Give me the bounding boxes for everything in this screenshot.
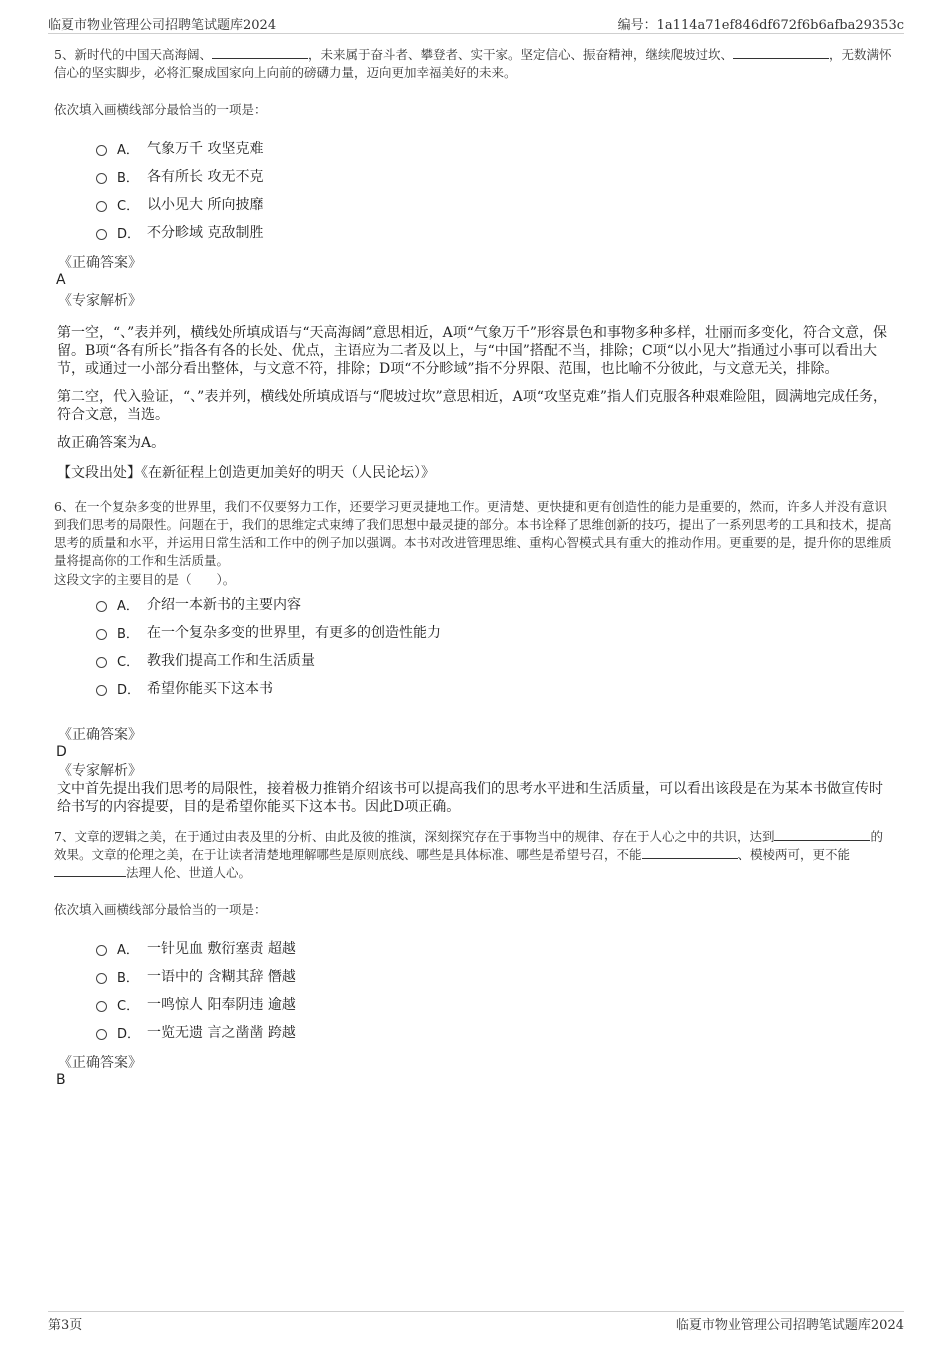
page-content [54,44,894,1088]
option-b[interactable]: B． 在一个复杂多变的世界里，有更多的创造性能力 [96,618,894,646]
question-5-stem: 5、新时代的中国天高海阔、 ，未来属于奋斗者、攀登者、实干家。坚定信心、振奋精神，继续爬坡过坎、 ，无数满怀信心的坚实脚步，必将汇聚成国家向上向前的磅礴力量，迈向更加幸福美好的未来。 [54,47,892,80]
option-d[interactable]: D． 希望你能买下这本书 [96,674,894,702]
analysis-paragraph: 第一空，“、”表并列，横线处所填成语与“天高海阔”意思相近，A项“气象万千”形容景色和事物多种多样，壮丽而多变化，符合文意，保留。B项“各有所长”指各有各的长处、优点，主语应为二者及以上，与“中国”搭配不当，排除；C项“以小见大”指通过小事可以看出大节，或通过一小部分看出整体，与文意不符，排除；D项“不分畛域”指不分界限、范围，也比喻不分彼此，与文意无关，排除。 [57,325,888,377]
question-5 [54,46,894,482]
option-b[interactable]: B． 一语中的 含糊其辞 僭越 [96,962,894,990]
option-a[interactable]: A． 介绍一本新书的主要内容 [96,590,894,618]
source-citation: 【文段出处】《在新征程上创造更加美好的明天（人民论坛）》 [57,465,435,481]
analysis-label: 《专家解析》 [58,763,142,779]
question-6-prompt: 这段文字的主要目的是（ ）。 [54,572,236,587]
answer-label: 《正确答案》 [58,727,142,743]
answer-label: 《正确答案》 [58,255,142,271]
question-7-options [54,934,894,1046]
question-7-stem: 7、文章的逻辑之美，在于通过由表及里的分析、由此及彼的推演，深刻探究存在于事物当中的规律、存在于人心之中的共识，达到 的效果。文章的伦理之美，在于让读者清楚地理解哪些是原则底线、哪些是具体标准、哪些是希望号召，不能 、模棱两可，更不能法理人伦、世道人心。 [54,829,883,880]
answer-value: B [56,1072,66,1088]
option-a[interactable]: A． 气象万千 攻坚克难 [96,134,894,162]
header-divider [48,33,904,34]
option-b[interactable]: B． 各有所长 攻无不克 [96,162,894,190]
footer-divider [48,1311,904,1312]
radio-icon[interactable] [96,629,107,640]
radio-icon[interactable] [96,201,107,212]
radio-icon[interactable] [96,229,107,240]
option-c[interactable]: C． 一鸣惊人 阳奉阴违 逾越 [96,990,894,1018]
analysis-conclusion: 故正确答案为A。 [57,435,166,451]
answer-value: D [56,744,67,760]
radio-icon[interactable] [96,973,107,984]
option-d[interactable]: D． 不分畛域 克敌制胜 [96,218,894,246]
footer-title: 临夏市物业管理公司招聘笔试题库2024 [675,1318,904,1333]
answer-blank [212,46,308,59]
question-7 [54,828,894,1088]
answer-label: 《正确答案》 [58,1055,142,1071]
page-number: 第3页 [48,1318,83,1333]
answer-blank [54,864,126,877]
radio-icon[interactable] [96,173,107,184]
radio-icon[interactable] [96,601,107,612]
radio-icon[interactable] [96,1029,107,1040]
analysis-paragraph: 文中首先提出我们思考的局限性，接着极力推销介绍该书可以提高我们的思考水平进和生活质量，可以看出该段是在为某本书做宣传时给书写的内容提要，目的是希望你能买下这本书。因此D项正确。 [57,781,883,815]
answer-blank [774,828,870,841]
radio-icon[interactable] [96,945,107,956]
analysis-paragraph: 第二空，代入验证，“、”表并列，横线处所填成语与“爬坡过坎”意思相近，A项“攻坚克难”指人们克服各种艰难险阻，圆满地完成任务，符合文意，当选。 [57,389,888,423]
answer-blank [642,846,738,859]
radio-icon[interactable] [96,1001,107,1012]
header-doc-id: 编号：1a114a71ef846df672f6b6afba29353c [617,18,904,33]
option-a[interactable]: A． 一针见血 敷衍塞责 超越 [96,934,894,962]
question-6-stem: 6、在一个复杂多变的世界里，我们不仅要努力工作，还要学习更灵捷地工作。更清楚、更快捷和更有创造性的能力是重要的，然而，许多人并没有意识到我们思考的局限性。问题在于，我们的思维定式束缚了我们思想中最灵捷的部分。本书诠释了思维创新的技巧，提出了一系列思考的工具和技术，提高思考的质量和水平，并运用日常生活和工作中的例子加以强调。本书对改进管理思维、重构心智模式具有重大的推动作用。更重要的是，提升你的思维质量将提高你的工作和生活质量。 [54,499,892,568]
option-c[interactable]: C． 以小见大 所向披靡 [96,190,894,218]
question-5-prompt: 依次填入画横线部分最恰当的一项是： [54,102,267,117]
answer-value: A [56,272,66,288]
header-title: 临夏市物业管理公司招聘笔试题库2024 [48,18,277,33]
question-5-options [54,134,894,246]
radio-icon[interactable] [96,657,107,668]
answer-blank [733,46,829,59]
option-c[interactable]: C． 教我们提高工作和生活质量 [96,646,894,674]
analysis-label: 《专家解析》 [58,293,142,309]
option-d[interactable]: D． 一览无遗 言之凿凿 跨越 [96,1018,894,1046]
radio-icon[interactable] [96,145,107,156]
question-6 [54,498,894,816]
radio-icon[interactable] [96,685,107,696]
question-6-options [54,590,894,702]
question-7-prompt: 依次填入画横线部分最恰当的一项是： [54,902,267,917]
